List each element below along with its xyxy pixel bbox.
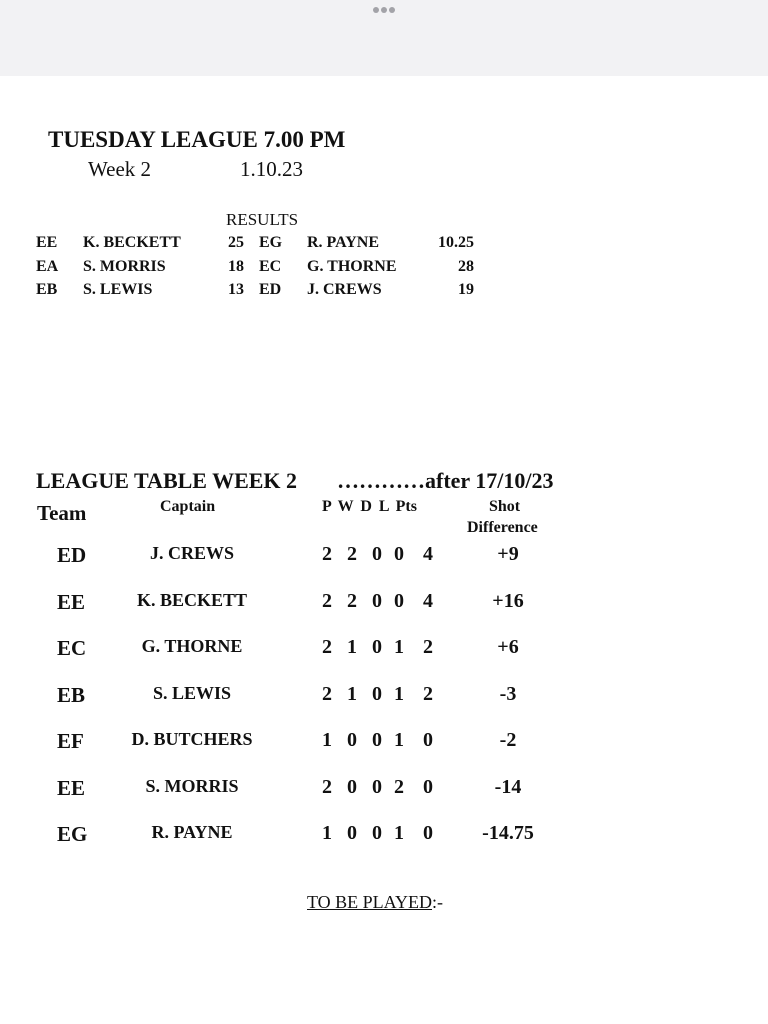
- league-team: EF: [57, 729, 84, 753]
- league-pts: 0: [423, 729, 433, 751]
- league-team: EB: [57, 682, 86, 707]
- league-captain: K. BECKETT: [136, 589, 248, 610]
- league-pts: 2: [423, 636, 433, 658]
- league-row: [0, 683, 768, 711]
- result-team-home: EE: [36, 234, 58, 251]
- result-captain-away: G. THORNE: [307, 257, 397, 275]
- result-team-away: ED: [259, 281, 282, 298]
- result-team-home: EB: [36, 281, 58, 298]
- league-pts: 0: [423, 822, 433, 844]
- league-l: 1: [394, 822, 404, 844]
- result-captain-away: R. PAYNE: [307, 234, 380, 251]
- league-w: 0: [347, 822, 357, 844]
- league-shot-difference: -3: [499, 682, 517, 705]
- header-difference: Difference: [467, 519, 538, 536]
- result-team-home: EA: [36, 257, 59, 275]
- result-team-away: EC: [259, 257, 282, 275]
- league-captain: D. BUTCHERS: [131, 729, 253, 749]
- result-score-away: 28: [458, 257, 474, 275]
- results-heading: RESULTS: [226, 210, 299, 229]
- league-w: 1: [347, 682, 357, 705]
- league-row: [0, 729, 768, 757]
- to-be-played-label: TO BE PLAYED: [307, 892, 433, 912]
- league-d: 0: [372, 822, 382, 844]
- league-team: ED: [57, 543, 87, 567]
- viewer-top-bar: [0, 0, 768, 76]
- league-shot-difference: +9: [497, 543, 519, 565]
- league-pts: 0: [423, 775, 433, 798]
- league-shot-difference: +6: [497, 636, 519, 658]
- league-w: 2: [347, 543, 357, 565]
- league-d: 0: [372, 729, 382, 751]
- result-captain-home: S. MORRIS: [83, 257, 166, 275]
- league-p: 1: [322, 822, 332, 844]
- league-captain: J. CREWS: [149, 543, 234, 563]
- league-d: 0: [372, 543, 382, 565]
- league-d: 0: [372, 589, 382, 612]
- league-team: EE: [57, 775, 86, 800]
- league-w: 0: [347, 775, 357, 798]
- to-be-played-suffix: :-: [432, 892, 444, 912]
- league-l: 1: [394, 636, 404, 658]
- league-l: 1: [394, 729, 404, 751]
- result-row: [0, 281, 768, 303]
- result-score-away: 10.25: [438, 234, 474, 251]
- league-l: 0: [394, 543, 404, 565]
- league-d: 0: [372, 775, 382, 798]
- league-l: 0: [394, 589, 404, 612]
- result-captain-home: S. LEWIS: [83, 281, 153, 298]
- league-captain: G. THORNE: [141, 636, 243, 656]
- result-score-home: 18: [228, 257, 244, 275]
- league-d: 0: [372, 636, 382, 658]
- league-captain: S. MORRIS: [145, 775, 239, 796]
- header-captain: Captain: [160, 498, 216, 515]
- more-options-icon[interactable]: [373, 7, 395, 13]
- league-team: EE: [57, 589, 86, 614]
- league-captain: R. PAYNE: [151, 822, 233, 842]
- league-p: 2: [322, 543, 332, 565]
- week-date: 1.10.23: [240, 157, 303, 181]
- result-score-home: 13: [228, 281, 244, 298]
- league-shot-difference: -14.75: [482, 822, 534, 844]
- result-row: [0, 258, 768, 280]
- league-w: 1: [347, 636, 357, 658]
- league-l: 2: [394, 775, 404, 798]
- league-pts: 2: [423, 682, 433, 705]
- header-team: Team: [37, 501, 87, 525]
- to-be-played: [307, 892, 443, 913]
- document-page: [0, 76, 768, 1024]
- league-title: TUESDAY LEAGUE 7.00 PM: [48, 127, 346, 152]
- league-captain: S. LEWIS: [152, 682, 232, 703]
- result-score-home: 25: [228, 234, 244, 251]
- league-table-after: …………after 17/10/23: [337, 468, 554, 493]
- league-pts: 4: [423, 589, 433, 612]
- league-p: 2: [322, 775, 332, 798]
- week-label: Week 2: [88, 157, 152, 181]
- league-shot-difference: +16: [492, 589, 524, 612]
- header-shot: Shot: [489, 498, 521, 515]
- league-p: 2: [322, 636, 332, 658]
- league-row: [0, 636, 768, 664]
- league-row: [0, 543, 768, 571]
- league-p: 2: [322, 682, 332, 705]
- league-shot-difference: -2: [499, 729, 517, 751]
- league-row: [0, 822, 768, 850]
- league-l: 1: [394, 682, 404, 705]
- header-pwdl-pts: P W D L Pts: [322, 498, 417, 515]
- league-shot-difference: -14: [494, 775, 522, 798]
- league-team: EG: [57, 822, 88, 846]
- league-row: [0, 590, 768, 618]
- result-score-away: 19: [458, 281, 474, 298]
- league-w: 0: [347, 729, 357, 751]
- league-pts: 4: [423, 543, 433, 565]
- league-row: [0, 776, 768, 804]
- league-w: 2: [347, 589, 357, 612]
- league-p: 1: [322, 729, 332, 751]
- result-row: [0, 234, 768, 256]
- league-p: 2: [322, 589, 332, 612]
- result-captain-away: J. CREWS: [307, 281, 382, 298]
- league-team: EC: [57, 636, 87, 660]
- league-table-title: LEAGUE TABLE WEEK 2: [36, 468, 298, 493]
- result-captain-home: K. BECKETT: [83, 234, 181, 251]
- result-team-away: EG: [259, 234, 283, 251]
- league-d: 0: [372, 682, 382, 705]
